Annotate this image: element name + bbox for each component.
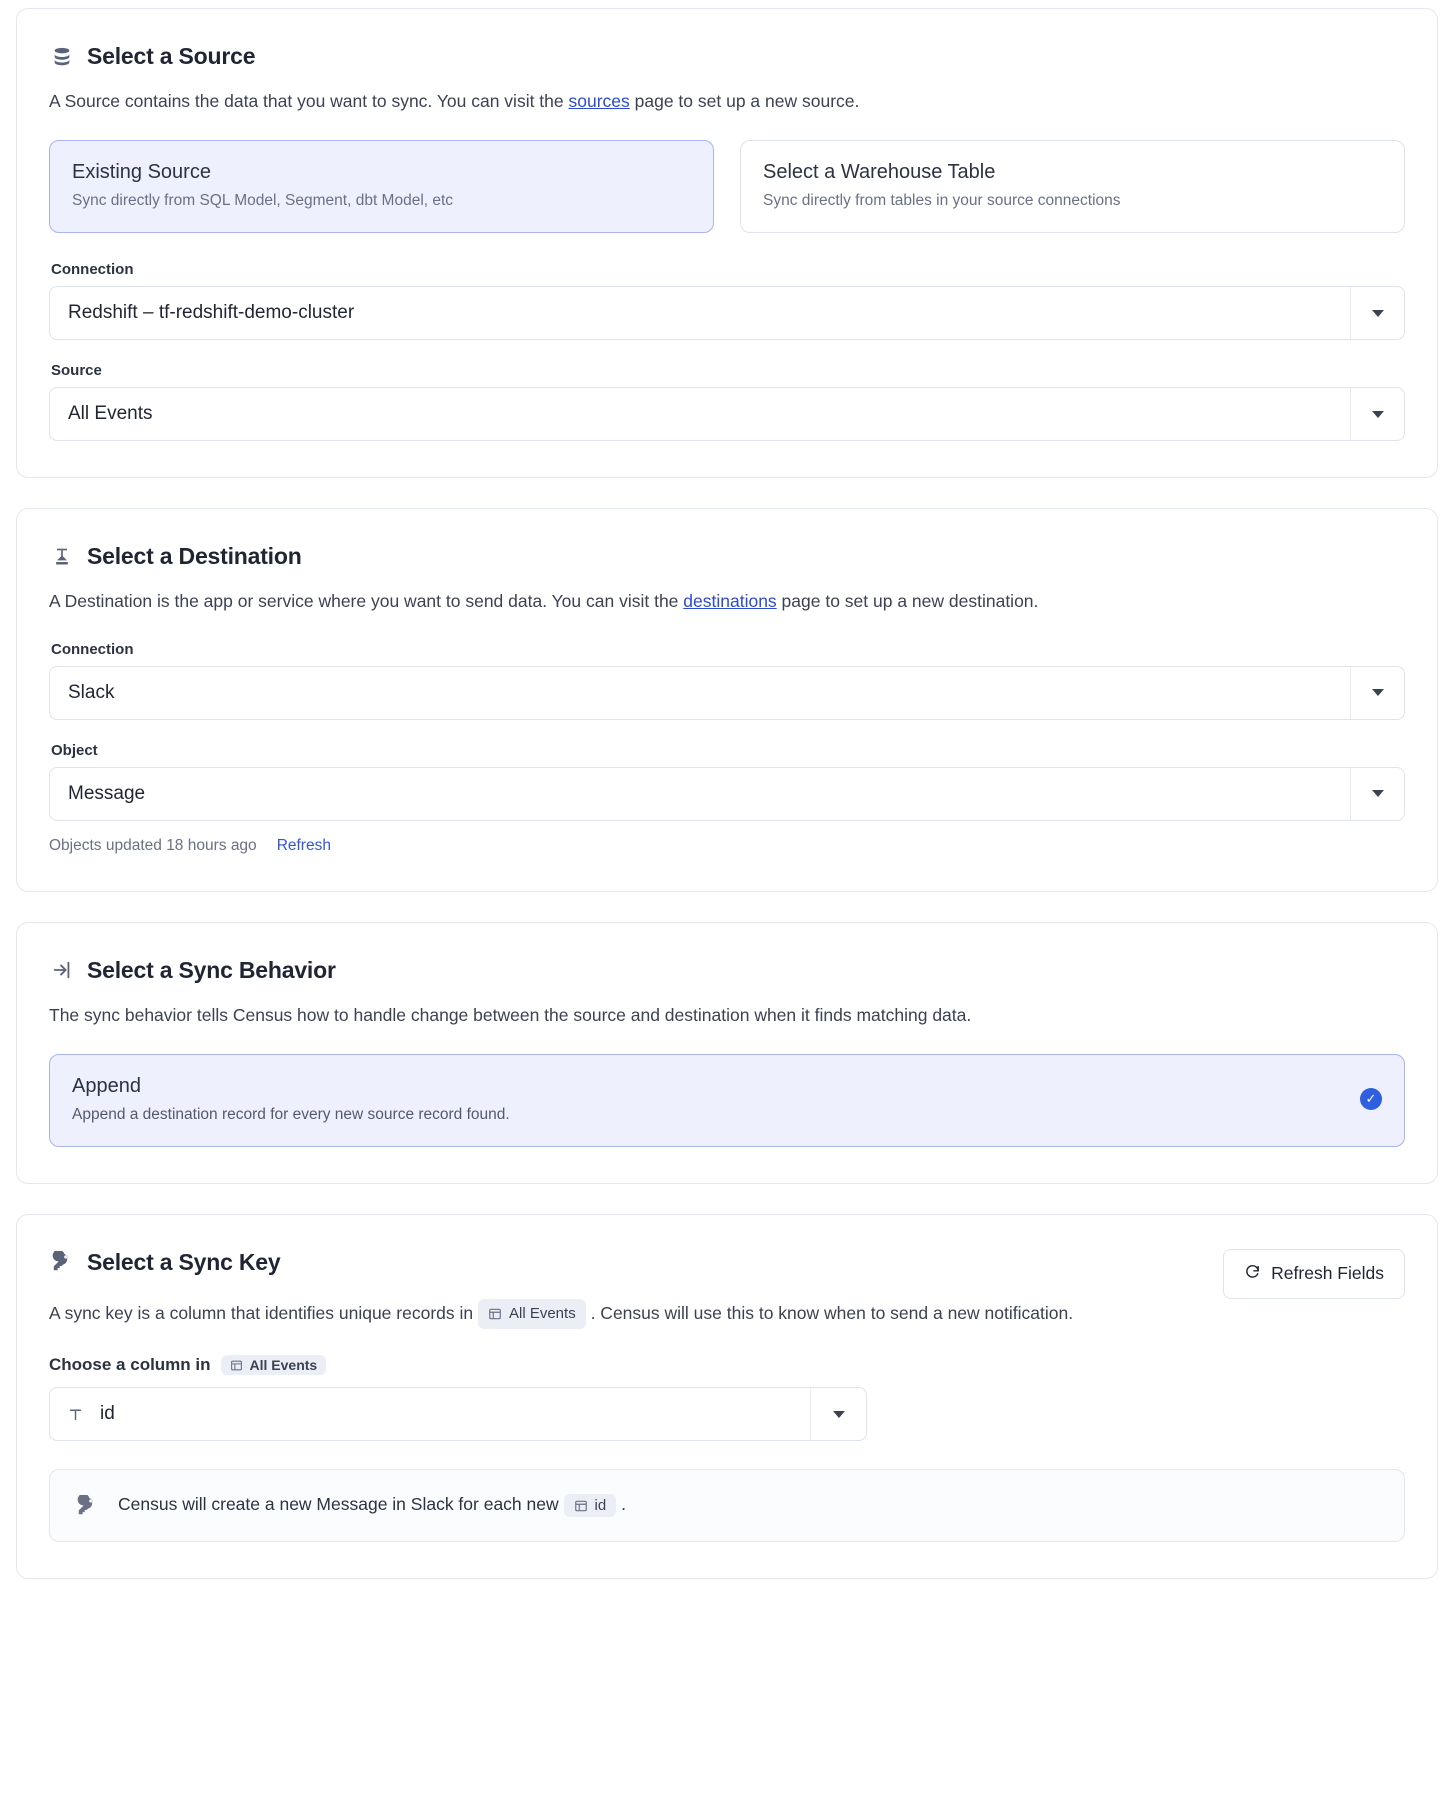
sync-key-summary bbox=[49, 1469, 1405, 1542]
destination-desc-text-before: A Destination is the app or service where you want to send data. You can visit the bbox=[49, 591, 684, 612]
behavior-option-subtitle: Append a destination record for every new source record found. bbox=[72, 1105, 510, 1123]
behavior-section-description: The sync behavior tells Census how to handle change between the source and destination when it finds matching data. bbox=[49, 1004, 972, 1025]
refresh-fields-button[interactable] bbox=[1223, 1249, 1405, 1299]
table-icon bbox=[574, 1499, 588, 1513]
chevron-down-icon[interactable] bbox=[1350, 768, 1404, 820]
summary-column-pill-label: id bbox=[594, 1497, 607, 1515]
synckey-description bbox=[49, 1299, 1405, 1329]
destination-section-title: Select a Destination bbox=[87, 543, 302, 570]
destination-section-header bbox=[49, 543, 1405, 570]
source-desc-text-before: A Source contains the data that you want to sync. You can visit the bbox=[49, 91, 569, 111]
option-warehouse-table-title: Select a Warehouse Table bbox=[763, 161, 996, 184]
select-source-card bbox=[16, 8, 1438, 478]
chevron-down-icon[interactable] bbox=[1350, 388, 1404, 440]
table-icon bbox=[488, 1307, 502, 1321]
chevron-down-icon[interactable] bbox=[1350, 287, 1404, 339]
select-sync-key-card bbox=[16, 1214, 1438, 1579]
summary-part2: . bbox=[621, 1494, 626, 1515]
destination-connection-label: Connection bbox=[51, 640, 134, 658]
source-section-title: Select a Source bbox=[87, 43, 256, 69]
text-type-icon bbox=[50, 1406, 100, 1423]
behavior-option-title: Append bbox=[72, 1074, 141, 1097]
destination-section-description bbox=[49, 588, 1405, 614]
summary-column-pill bbox=[564, 1494, 617, 1517]
synckey-source-pill bbox=[478, 1299, 586, 1329]
option-warehouse-table[interactable] bbox=[740, 140, 1405, 233]
table-icon bbox=[230, 1359, 243, 1372]
select-destination-card bbox=[16, 508, 1438, 891]
destination-object-value: Message bbox=[68, 782, 146, 804]
behavior-section-title: Select a Sync Behavior bbox=[87, 956, 336, 983]
check-icon: ✓ bbox=[1360, 1088, 1382, 1110]
behavior-option-append[interactable] bbox=[49, 1054, 1405, 1147]
summary-part1: Census will create a new Message in Slack for each new bbox=[118, 1494, 559, 1515]
source-connection-select[interactable] bbox=[49, 286, 1405, 340]
source-section-header bbox=[49, 43, 1405, 70]
option-warehouse-table-subtitle: Sync directly from tables in your source connections bbox=[763, 192, 1121, 210]
choose-column-text: Choose a column in bbox=[49, 1355, 211, 1375]
behavior-section-header bbox=[49, 957, 1405, 984]
synckey-desc-part2: . Census will use this to know when to send a new notification. bbox=[590, 1302, 1074, 1323]
source-type-options bbox=[49, 140, 1405, 233]
source-model-value: All Events bbox=[68, 403, 153, 425]
option-existing-source-title: Existing Source bbox=[72, 161, 211, 184]
synckey-source-pill-label: All Events bbox=[509, 1305, 576, 1323]
source-connection-value: Redshift – tf-redshift-demo-cluster bbox=[68, 302, 355, 324]
key-icon bbox=[49, 1249, 75, 1275]
choose-column-source-pill bbox=[221, 1355, 327, 1375]
database-icon bbox=[49, 44, 75, 70]
refresh-fields-label: Refresh Fields bbox=[1271, 1263, 1384, 1284]
choose-column-source-pill-label: All Events bbox=[249, 1357, 318, 1374]
destination-icon bbox=[49, 544, 75, 570]
arrow-into-icon bbox=[49, 957, 75, 983]
destination-connection-select[interactable] bbox=[49, 666, 1405, 720]
destination-object-select[interactable] bbox=[49, 767, 1405, 821]
sync-key-summary-text bbox=[118, 1494, 626, 1517]
source-connection-label: Connection bbox=[51, 261, 134, 279]
sync-key-column-select[interactable] bbox=[49, 1387, 867, 1441]
refresh-objects-link[interactable]: Refresh bbox=[276, 836, 331, 854]
choose-column-label bbox=[49, 1355, 1405, 1375]
objects-updated-text: Objects updated 18 hours ago bbox=[49, 836, 257, 854]
option-existing-source-subtitle: Sync directly from SQL Model, Segment, dbt Model, etc bbox=[72, 192, 454, 210]
chevron-down-icon[interactable] bbox=[1350, 667, 1404, 719]
source-model-label: Source bbox=[51, 362, 102, 380]
synckey-desc-part1: A sync key is a column that identifies unique records in bbox=[49, 1302, 474, 1323]
source-section-description bbox=[49, 88, 1405, 114]
sync-key-column-value: id bbox=[100, 1403, 115, 1425]
destinations-link[interactable]: destinations bbox=[683, 591, 777, 612]
option-existing-source[interactable] bbox=[49, 140, 714, 233]
select-sync-behavior-card bbox=[16, 922, 1438, 1184]
synckey-section-header bbox=[49, 1249, 281, 1276]
synckey-section-title: Select a Sync Key bbox=[87, 1248, 281, 1275]
behavior-option-text bbox=[72, 1075, 510, 1124]
source-model-select[interactable] bbox=[49, 387, 1405, 441]
objects-updated-row bbox=[49, 837, 1405, 855]
destination-object-label: Object bbox=[51, 741, 98, 759]
destination-desc-text-after: page to set up a new destination. bbox=[776, 591, 1039, 612]
chevron-down-icon[interactable] bbox=[810, 1388, 866, 1440]
destination-connection-value: Slack bbox=[68, 681, 115, 703]
synckey-header-row bbox=[49, 1249, 1405, 1299]
sources-link[interactable]: sources bbox=[568, 91, 630, 111]
source-desc-text-after: page to set up a new source. bbox=[629, 91, 860, 111]
key-icon bbox=[76, 1495, 98, 1517]
refresh-icon bbox=[1244, 1263, 1261, 1285]
